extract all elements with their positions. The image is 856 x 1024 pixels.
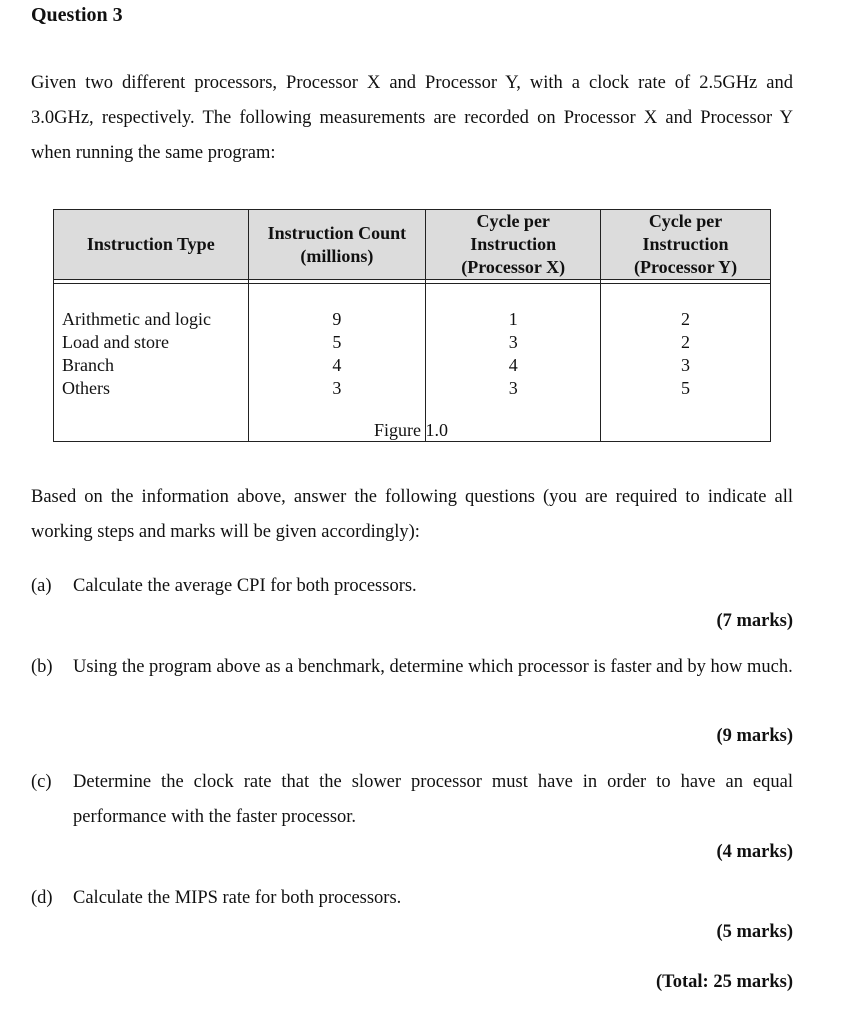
question-b-text: Using the program above as a benchmark, determine which processor is faster and by how much.	[73, 657, 793, 677]
question-c-label: (c)	[31, 772, 52, 792]
question-a-text: Calculate the average CPI for both processors.	[73, 576, 417, 596]
question-heading: Question 3	[31, 4, 123, 26]
question-a-marks: (7 marks)	[716, 611, 793, 631]
table-row	[54, 284, 771, 442]
question-c-text: Determine the clock rate that the slower processor must have in order to have an equal performance with the faster processor.	[73, 772, 793, 827]
instruction-count-cell: 9 5 4 3	[248, 284, 426, 442]
header-instruction-type: Instruction Type	[54, 210, 249, 280]
instruction-type-cell: Arithmetic and logic Load and store Branch Others	[54, 284, 249, 442]
total-marks: (Total: 25 marks)	[655, 972, 793, 992]
question-d-label: (d)	[31, 888, 53, 908]
table-header-row	[54, 210, 771, 280]
header-instruction-count: Instruction Count (millions)	[248, 210, 426, 280]
question-b-marks: (9 marks)	[716, 726, 793, 746]
header-cpi-processor-x: Cycle per Instruction (Processor X)	[426, 210, 601, 280]
figure-caption: Figure 1.0	[374, 420, 448, 440]
question-d-marks: (5 marks)	[716, 922, 793, 942]
intro-paragraph: Given two different processors, Processor X and Processor Y, with a clock rate of 2.5GHz and 3.0GHz, respectively. The following measurements are recorded on Processor X and Processor Y when running the same program:	[31, 73, 793, 163]
instruction-table	[53, 209, 771, 442]
cpi-y-cell: 2 2 3 5	[601, 284, 771, 442]
question-c-marks: (4 marks)	[716, 842, 793, 862]
header-cpi-processor-y: Cycle per Instruction (Processor Y)	[601, 210, 771, 280]
question-a-label: (a)	[31, 576, 52, 596]
instructions-paragraph: Based on the information above, answer the following questions (you are required to indicate all working steps and marks will be given accordingly):	[31, 487, 793, 542]
cpi-x-cell: 1 3 4 3	[426, 284, 601, 442]
question-b-label: (b)	[31, 657, 53, 677]
question-d-text: Calculate the MIPS rate for both processors.	[73, 888, 402, 908]
